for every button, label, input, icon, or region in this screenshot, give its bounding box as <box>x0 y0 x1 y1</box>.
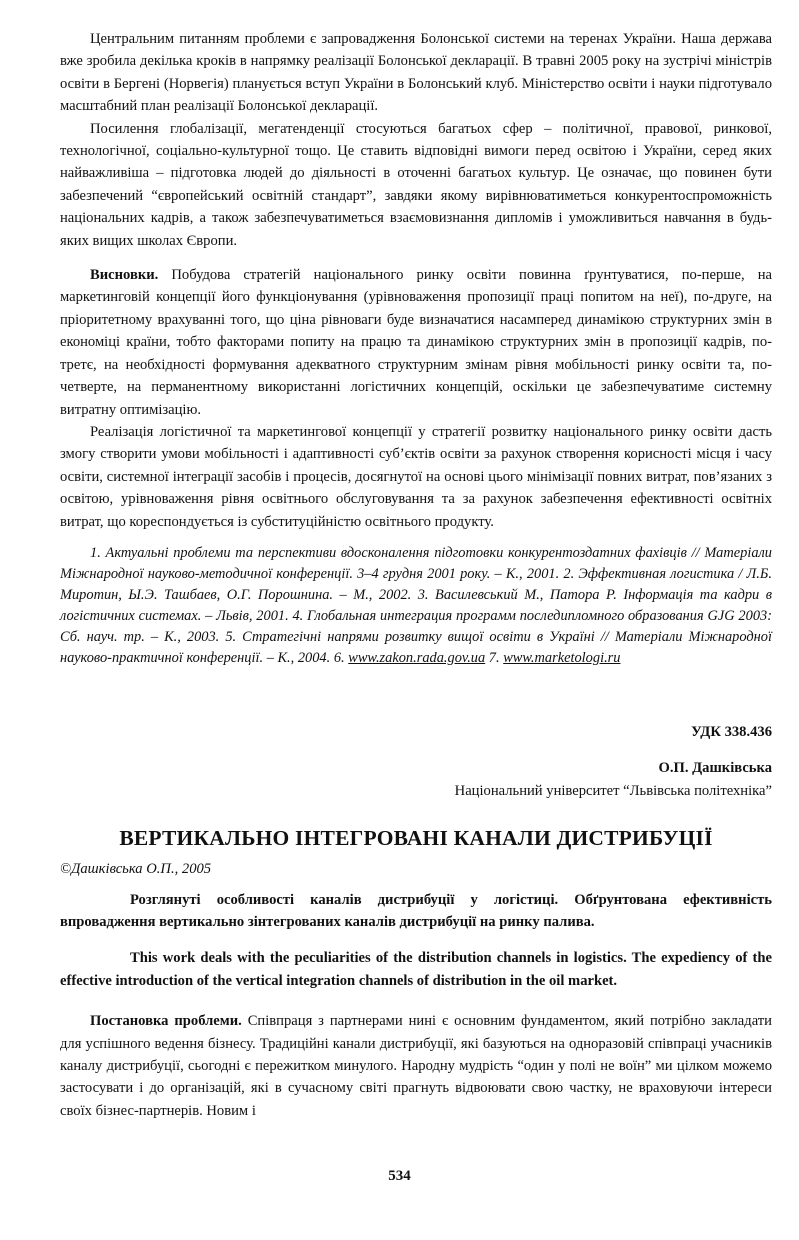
abstract-ukrainian: Розглянуті особливості каналів дистрибуції у логістиці. Обґрунтована ефективність впровадження вертикально зінтегрованих каналів дистрибуції на ринку палива. <box>60 891 772 930</box>
abstract-english: This work deals with the peculiarities of the distribution channels in logistics. The expediency of the effective introduction of the vertical integration channels of distribution in the oil market. <box>60 950 772 989</box>
page-content <box>60 28 772 1122</box>
problem-label: Постановка проблеми. <box>90 1013 242 1030</box>
conclusions-label: Висновки. <box>90 267 159 284</box>
article-title: ВЕРТИКАЛЬНО ІНТЕГРОВАНІ КАНАЛИ ДИСТРИБУЦІЇ <box>119 826 713 851</box>
reference-link-1[interactable]: www.zakon.rada.gov.ua <box>348 649 486 666</box>
author-name: О.П. Дашківська <box>658 760 772 777</box>
problem-text: Співпраця з партнерами нині є основним фундаментом, який потрібно закладати для успішного ведення бізнесу. Традиційні канали дистрибуції, які базуються на одноразовій співпраці учасників каналу дистрибуції, сьогодні є пережитком минулого. Народну мудрість “один у полі не воїн” ми цілком можемо застосувати і до організацій, які в сучасному світі прагнуть відвоювати свою частку, не враховуючи інтереси своїх бізнес-партнерів. Новим і <box>60 1013 772 1119</box>
references-text: 1. Актуальні проблеми та перспективи вдосконалення підготовки конкурентоздатних фахівців // Матеріали Міжнародної науково-методичної конференції. 3–4 грудня 2001 року. – К., 2001. 2. Эффективная логистика / Л.Б. Миротин, Ы.Э. Ташбаев, О.Г. Порошнина. – М., 2002. 3. Василевський М., Патора Р. Інформація та кадри в логістичних системах. – Львів, 2001. 4. Глобальная интеграция программ последипломного образования GJG 2003: Сб. науч. тр. – К., 2003. 5. Стратегічні напрями розвитку вищої освіти в Україні // Матеріали Міжнародної науково-практичної конференції. – К., 2004. 6. <box>60 544 772 666</box>
conclusions-text: Побудова стратегій національного ринку освіти повинна ґрунтуватися, по-перше, на маркетинговій концепції його функціонування (урівноваження пропозиції праці попитом на неї), по-друге, на пріоритетному врахуванні того, що ціна рівноваги буде визначатися насамперед динамікою структурних змін в економіці країни, тобто факторами попиту на працю та динамікою структурних змін в пропозиції кадрів, по-третє, на необхідності формування адекватного структурним змінам рівня мобільності ринку освіти та, по-четверте, на перманентному використанні логістичних концепцій, оскільки це забезпечуватиме системну витратну оптимізацію. <box>60 267 772 418</box>
conclusions-paragraph <box>60 264 772 421</box>
reference-link-2[interactable]: www.marketologi.ru <box>503 649 621 666</box>
conclusions-paragraph-2: Реалізація логістичної та маркетингової концепції у стратегії розвитку національного ринку освіти дасть змогу створити умови мобільності і адаптивності суб’єктів освіти за рахунок створення корисності місця і часу освіти, системної інтеграції засобів і процесів, досягнутої на основі цього мінімізації повних витрат, пов’язаних з освітою, урівноваження рівня освітнього обслуговування та за рахунок забезпечення ефективності освітніх витрат, що кореспондується із субституційністю освітнього продукту. <box>60 423 772 530</box>
page-number: 534 <box>388 1168 411 1184</box>
author-affiliation: Національний університет “Львівська політехніка” <box>454 782 772 799</box>
body-paragraph-1: Центральним питанням проблеми є запровадження Болонської системи на теренах України. Наша держава вже зробила декілька кроків в напрямку реалізації Болонської декларації. В травні 2005 року на зустрічі міністрів освіти в Бергені (Норвегія) планується вступ України в Болонський клуб. Міністерство освіти і науки підготувало масштабний план реалізації Болонської декларації. <box>60 31 772 115</box>
problem-paragraph <box>60 1010 772 1122</box>
references <box>60 543 772 669</box>
udk-code: УДК 338.436 <box>691 723 772 740</box>
references-between: 7. <box>485 649 504 666</box>
copyright-line: ©Дашківська О.П., 2005 <box>60 861 212 878</box>
body-paragraph-2: Посилення глобалізації, мегатенденції стосуються багатьох сфер – політичної, правової, ринкової, технологічної, соціально-культурної тощо. Це ставить відповідні вимоги перед освітою і України, серед яких найважливіша – підготовка людей до діяльності в оточенні багатьох культур. Це означає, що повинен бути забезпечений “європейський освітній стандарт”, завдяки якому вирівнюватиметься конкурентоспроможність національних кадрів, а також забезпечуватиметься взаємовизнання дипломів і уможливиться навчання в будь-яких вищих школах Європи. <box>60 120 772 249</box>
